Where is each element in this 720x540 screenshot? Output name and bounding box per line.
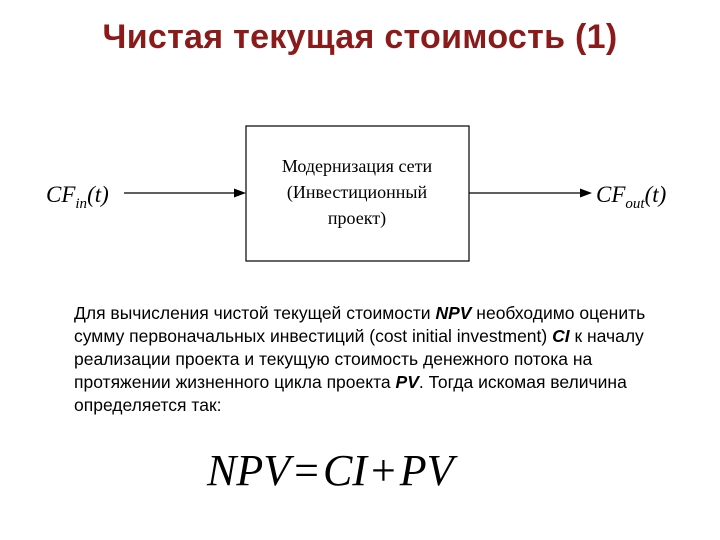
body-paragraph: Для вычисления чистой текущей стоимости NPV необходимо оценить сумму первоначальных инвестиций (cost initial investment) CI к началу реализации проекта и текущую стоимость денежного потока на протяжении жизненного цикла проекта PV. Тогда искомая величина определяется так:: [74, 303, 646, 415]
box-line-3: проект): [327, 208, 387, 228]
formula-plus: +: [370, 446, 396, 495]
output-label: $CF_{out}(t)$: [596, 182, 667, 212]
formula-lhs: NPV: [207, 446, 291, 495]
output-arrowhead: [580, 189, 592, 198]
box-line-1: Модернизация сети: [281, 156, 433, 176]
input-label: $CF_{in}(t)$: [46, 182, 109, 212]
ci-term: CI: [552, 326, 570, 346]
formula-term2: PV: [399, 446, 454, 495]
npv-term: NPV: [435, 303, 472, 323]
formula-term1: CI: [322, 446, 367, 495]
npv-formula: [207, 445, 454, 496]
input-arrowhead: [234, 189, 246, 198]
box-line-2: (Инвестиционный: [286, 182, 428, 202]
slide-title: Чистая текущая стоимость (1): [102, 18, 618, 56]
formula-equals: =: [294, 446, 319, 495]
pv-term: PV: [395, 372, 419, 392]
